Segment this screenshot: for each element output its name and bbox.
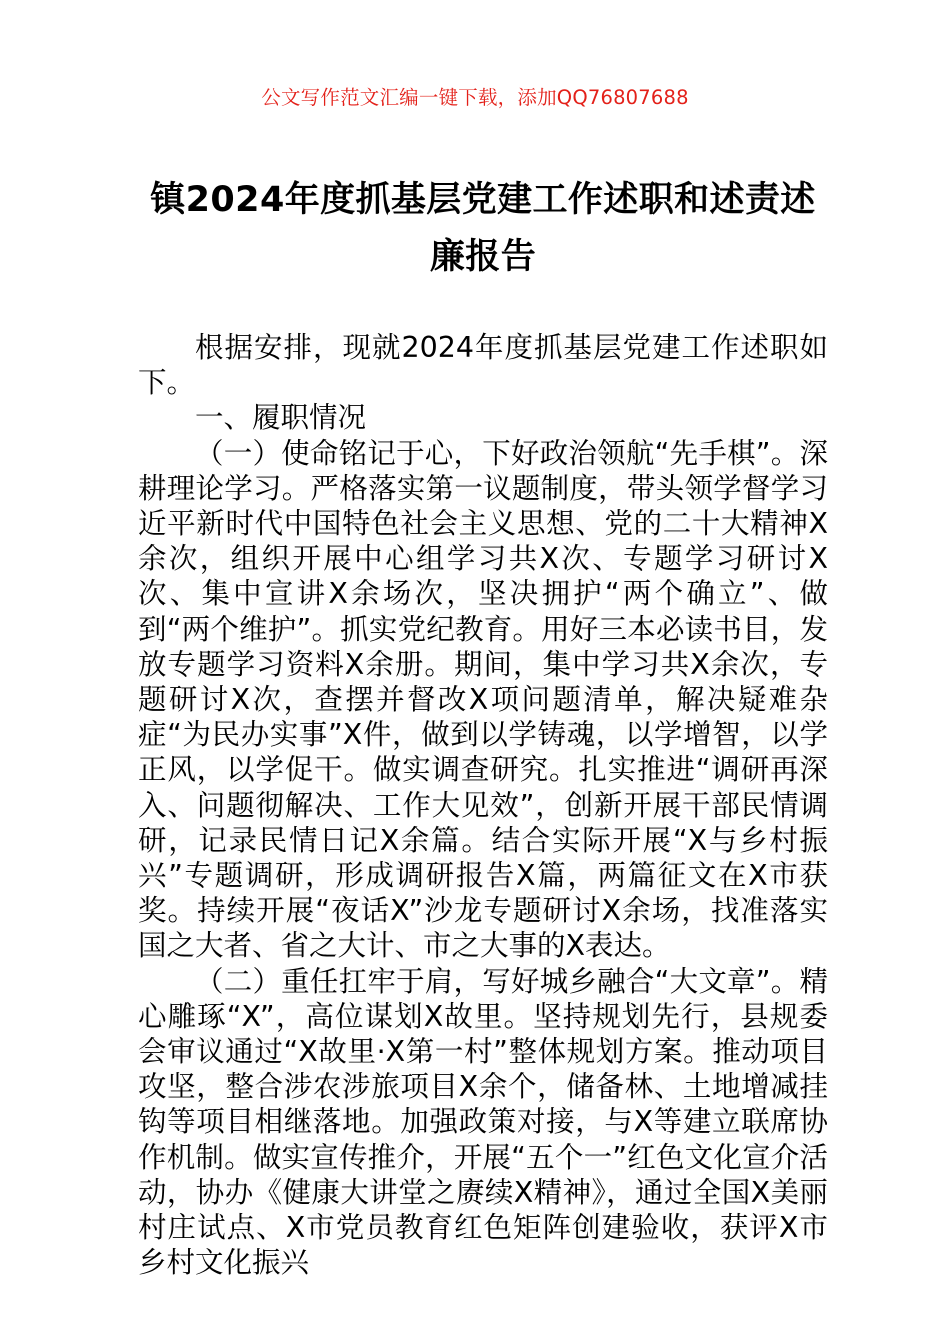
paragraph-section-1-2: （二）重任扛牢于肩，写好城乡融合“大文章”。精心雕琢“X”，高位谋划X故里。坚持规划先行，县规委会审议通过“X故里·X第一村”整体规划方案。推动项目攻坚，整合涉农涉旅项目X余个，储备林、土地增减挂钩等项目相继落地。加强政策对接，与X等建立联席协作机制。做实宣传推介，开展“五个一”红色文化宣介活动，协办《健康大讲堂之赓续X精神》，通过全国X美丽村庄试点、X市党员教育红色矩阵创建验收，获评X市乡村文化振兴 (138, 964, 828, 1280)
paragraph-section-1-1: （一）使命铭记于心，下好政治领航“先手棋”。深耕理论学习。严格落实第一议题制度，带头领学督学习近平新时代中国特色社会主义思想、党的二十大精神X余次，组织开展中心组学习共X次、专题学习研讨X次、集中宣讲X余场次，坚决拥护“两个确立”、做到“两个维护”。抓实党纪教育。用好三本必读书目，发放专题学习资料X余册。期间，集中学习共X余次，专题研讨X次，查摆并督改X项问题清单，解决疑难杂症“为民办实事”X件，做到以学铸魂，以学增智，以学正风，以学促干。做实调查研究。扎实推进“调研再深入、问题彻解决、工作大见效”，创新开展干部民情调研，记录民情日记X余篇。结合实际开展“X与乡村振兴”专题调研，形成调研报告X篇，两篇征文在X市获奖。持续开展“夜话X”沙龙专题研讨X余场，找准落实国之大者、省之大计、市之大事的X表达。 (138, 436, 828, 963)
paragraph-heading-1: 一、履职情况 (195, 401, 367, 435)
paragraph-intro: 根据安排，现就2024年度抓基层党建工作述职如下。 (138, 331, 828, 400)
watermark-promo-text: 公文写作范文汇编一键下载，添加QQ76807688 (261, 86, 689, 109)
document-body (138, 330, 828, 1280)
document-title: 镇2024年度抓基层党建工作述职和述责述廉报告 (150, 180, 816, 277)
